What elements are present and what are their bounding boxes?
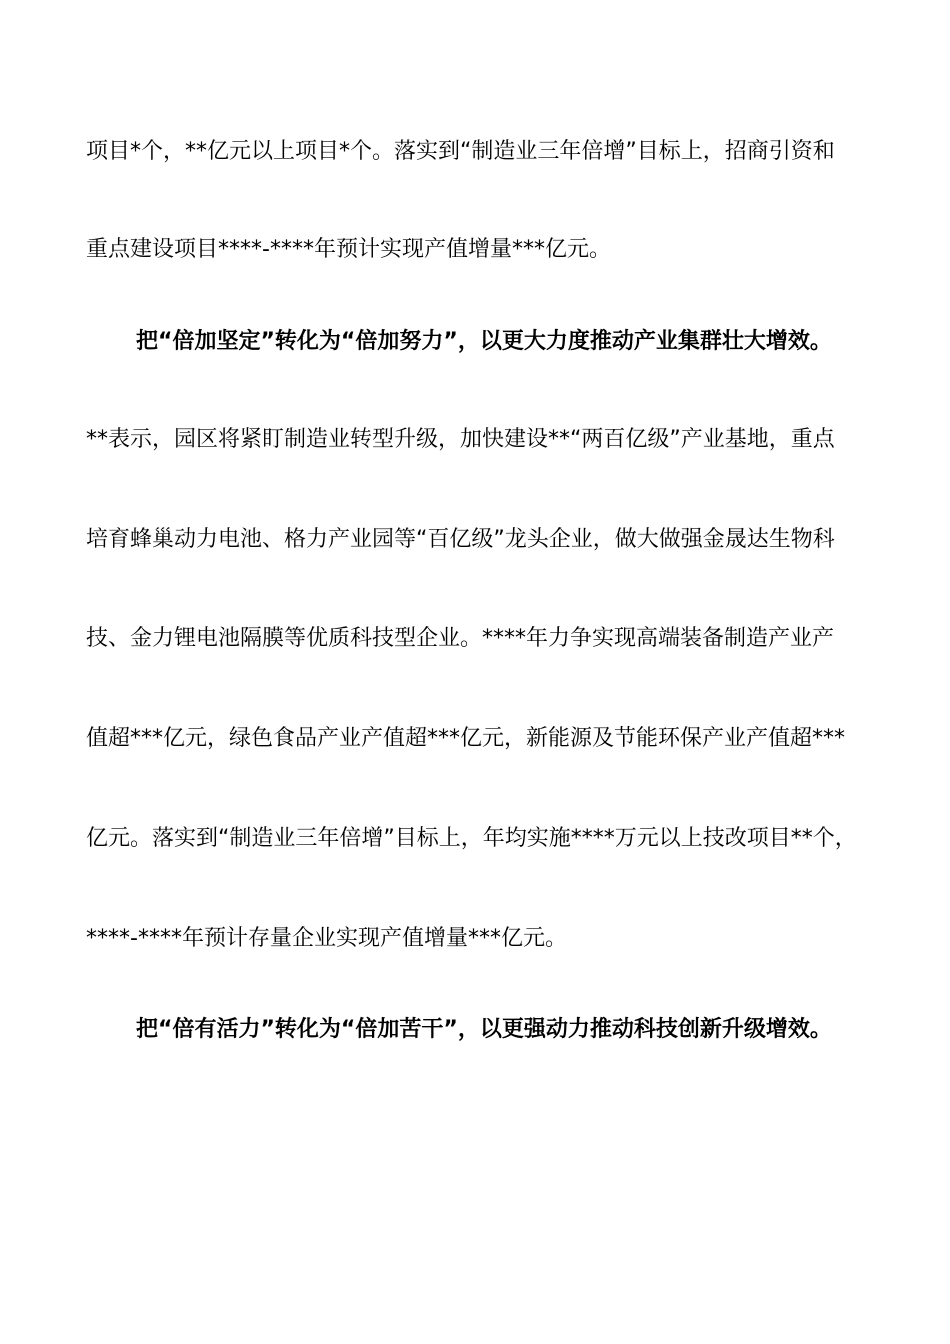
- paragraph-line: 项目*个，**亿元以上项目*个。落实到“制造业三年倍增”目标上，招商引资和: [86, 139, 835, 164]
- paragraph-line: 重点建设项目****-****年预计实现产值增量***亿元。: [86, 237, 611, 262]
- section-heading: 把“倍加坚定”转化为“倍加努力”，以更大力度推动产业集群壮大增效。: [136, 329, 832, 354]
- paragraph-line: 培育蜂巢动力电池、格力产业园等“百亿级”龙头企业，做大做强金晟达生物科: [86, 527, 835, 552]
- paragraph-line: 值超***亿元，绿色食品产业产值超***亿元，新能源及节能环保产业产值超***: [86, 726, 846, 751]
- section-heading: 把“倍有活力”转化为“倍加苦干”，以更强动力推动科技创新升级增效。: [136, 1017, 832, 1042]
- paragraph-line: 亿元。落实到“制造业三年倍增”目标上，年均实施****万元以上技改项目**个，: [86, 826, 857, 851]
- paragraph-line: **表示，园区将紧盯制造业转型升级，加快建设**“两百亿级”产业基地，重点: [86, 427, 835, 452]
- paragraph-line: ****-****年预计存量企业实现产值增量***亿元。: [86, 926, 567, 951]
- paragraph-line: 技、金力锂电池隔膜等优质科技型企业。****年力争实现高端装备制造产业产: [86, 626, 835, 651]
